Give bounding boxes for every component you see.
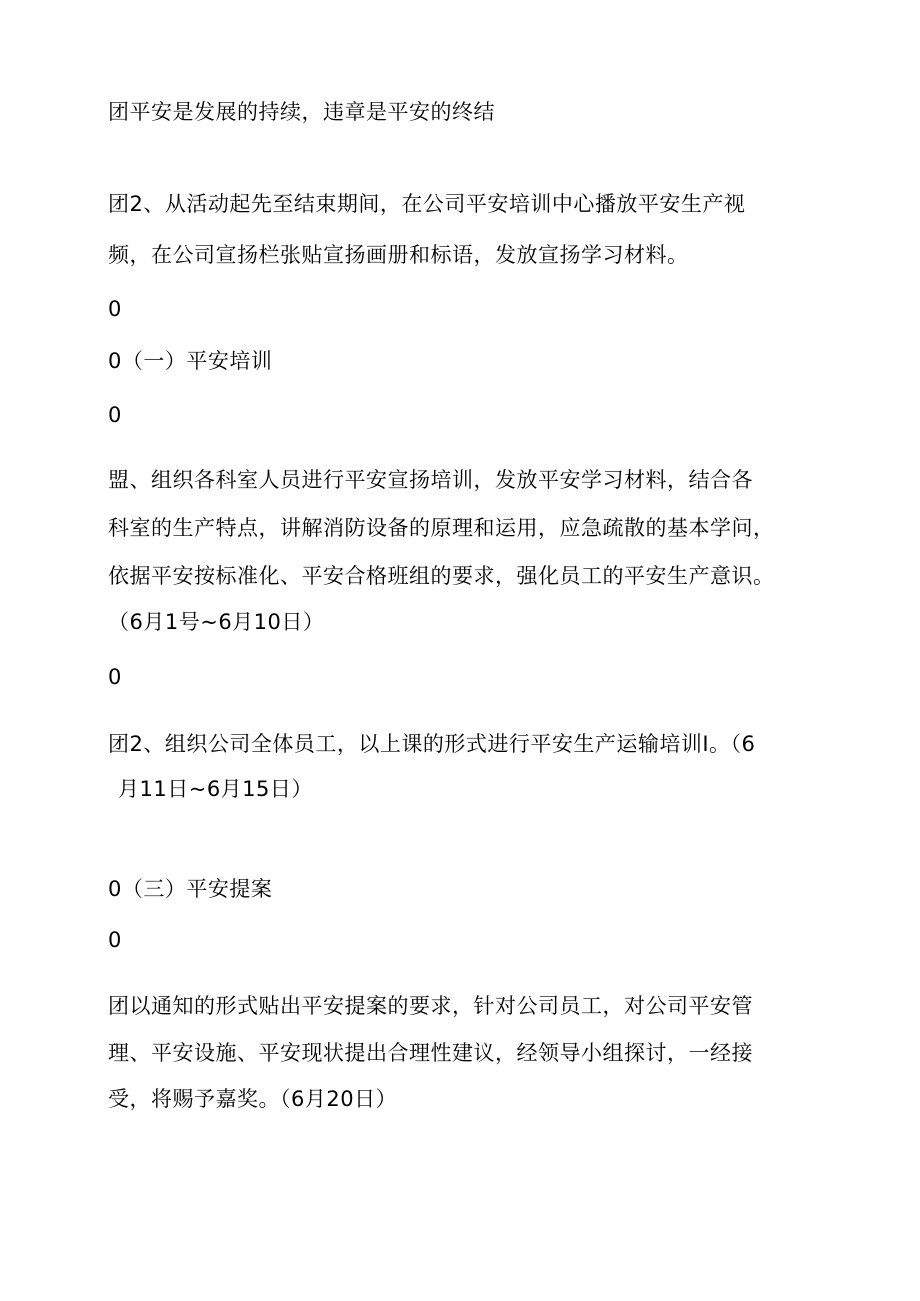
text-line-17: 理、平安设施、平安现状提出合理性建议，经领导小组探讨，一经接 [108,1041,753,1065]
text-line-13: 月11日~6月15日） [118,777,313,801]
section-heading-3: 0（三）平安提案 [108,877,273,901]
text-line-9: 依据平安按标准化、平安合格班组的要求，强化员工的平安生产意识。 [108,564,775,588]
text-line-3: 频，在公司宣扬栏张贴宣扬画册和标语，发放宣扬学习材料。 [108,243,689,267]
section-heading-1: 0（一）平安培训 [108,349,273,373]
text-line-1: 团平安是发展的持续，违章是平安的终结 [108,100,495,124]
text-line-4: 0 [108,297,122,321]
text-line-10: （6月1号~6月10日） [108,610,325,634]
text-line-16: 团以通知的形式贴出平安提案的要求，针对公司员工，对公司平安管 [108,994,753,1018]
text-line-7: 盟、组织各科室人员进行平安宣扬培训，发放平安学习材料，结合各 [108,468,753,492]
text-line-12: 团2、组织公司全体员工，以上课的形式进行平安生产运输培训I。（6 [108,732,756,756]
text-line-15: 0 [108,928,122,952]
text-line-8: 科室的生产特点，讲解消防设备的原理和运用，应急疏散的基本学问， [108,516,775,540]
text-line-11: 0 [108,665,122,689]
text-line-6: 0 [108,403,122,427]
text-line-18: 受，将赐予嘉奖。（6月20日） [108,1087,398,1111]
text-line-2: 团2、从活动起先至结束期间，在公司平安培训中心播放平安生产视 [108,192,746,216]
